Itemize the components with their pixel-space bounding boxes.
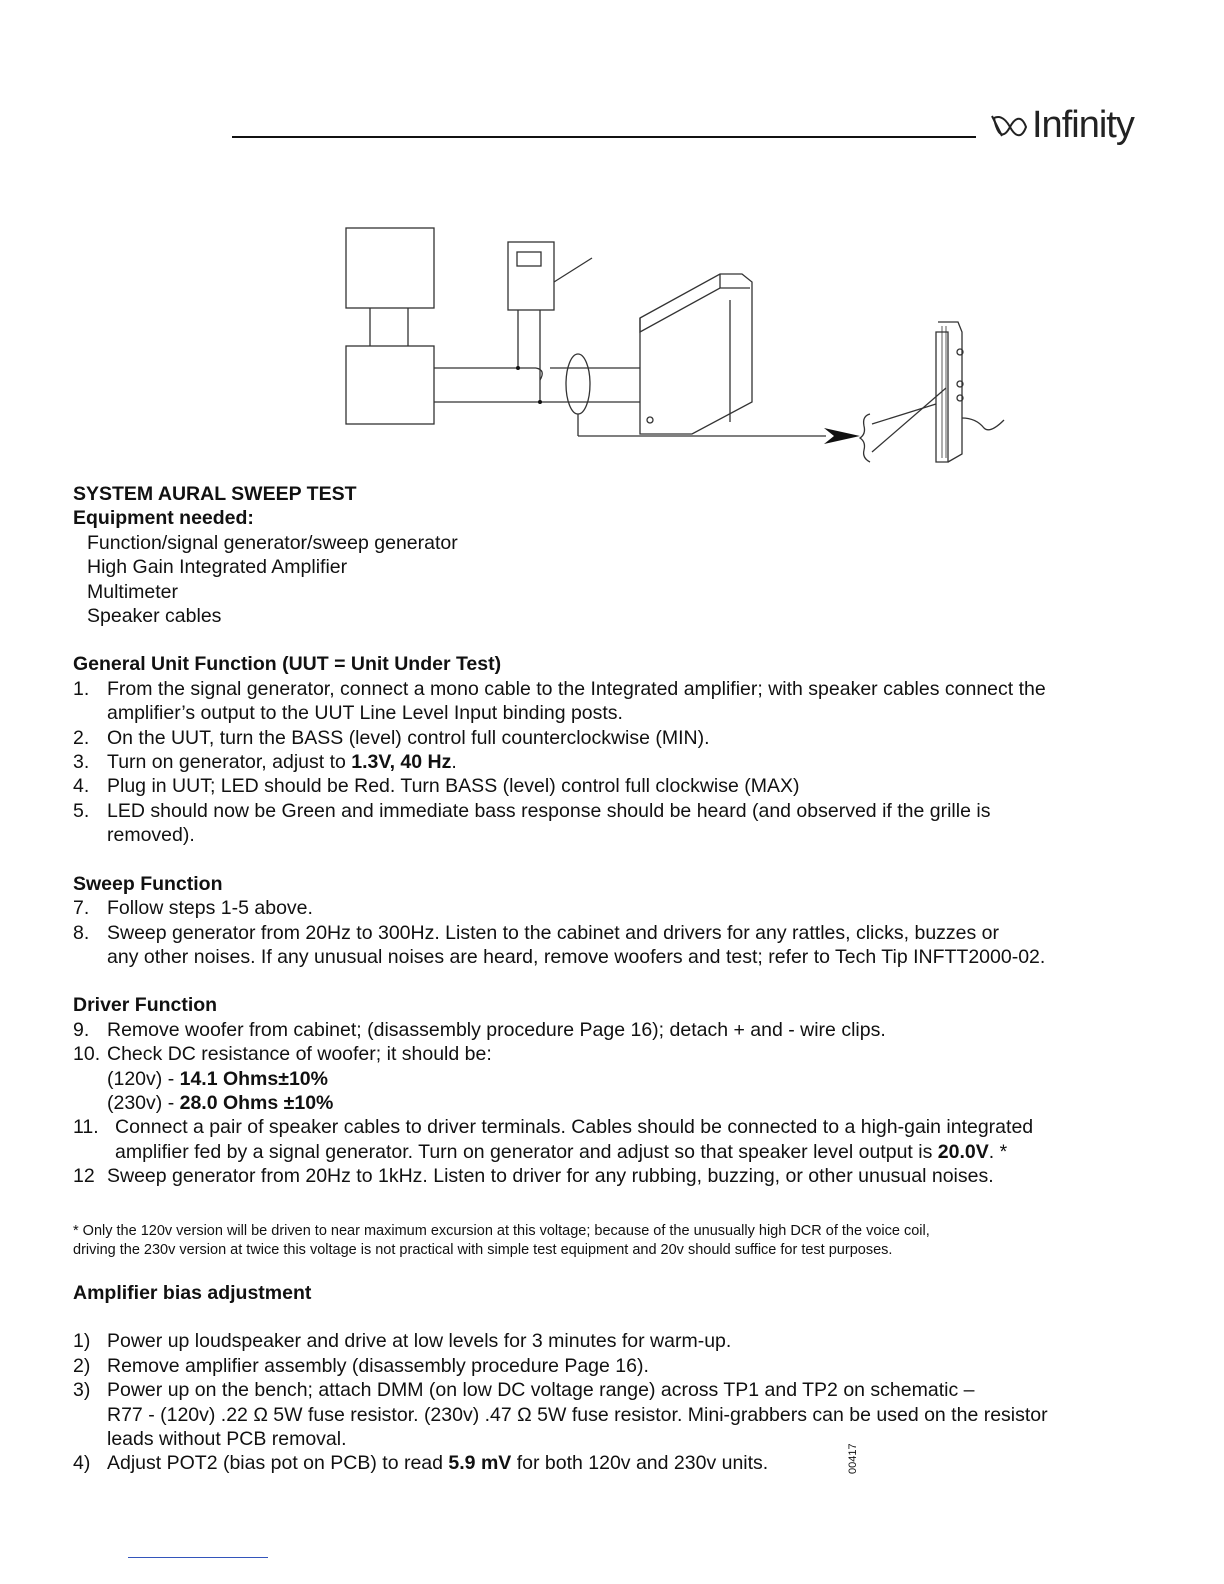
equipment-item: Multimeter — [87, 580, 179, 603]
test-setup-diagram — [340, 222, 1020, 472]
general-heading: General Unit Function (UUT = Unit Under Test) — [73, 653, 502, 676]
header-rule — [232, 136, 976, 138]
bias-heading: Amplifier bias adjustment — [73, 1282, 312, 1304]
list-item: 2) Remove amplifier assembly (disassembly procedure Page 16). — [73, 1354, 649, 1377]
equipment-item: Function/signal generator/sweep generator — [87, 531, 458, 554]
arrow-icon — [824, 428, 860, 444]
list-item: 3) Power up on the bench; attach DMM (on low DC voltage range) across TP1 and TP2 on schematic – — [73, 1379, 975, 1402]
list-item: 11. Connect a pair of speaker cables to driver terminals. Cables should be connected to a high-gain integrated — [73, 1116, 1034, 1139]
footnote — [73, 1222, 1153, 1260]
equipment-item: High Gain Integrated Amplifier — [87, 556, 348, 579]
generator-box — [346, 228, 434, 308]
list-item: 1. From the signal generator, connect a mono cable to the Integrated amplifier; with speaker cables connect the — [73, 677, 1046, 700]
list-item-cont: amplifier’s output to the UUT Line Level Input binding posts. — [107, 702, 623, 725]
brand-name: Infinity — [1032, 104, 1134, 146]
list-item: 3. Turn on generator, adjust to 1.3V, 40 Hz. — [73, 751, 457, 774]
infinity-logo-icon — [990, 112, 1030, 142]
brand-logo — [990, 104, 1134, 147]
list-item: 2. On the UUT, turn the BASS (level) control full counterclockwise (MIN). — [73, 726, 710, 749]
list-item: 9. Remove woofer from cabinet; (disassembly procedure Page 16); detach + and - wire clips. — [73, 1018, 886, 1041]
list-item-cont: removed). — [107, 824, 195, 847]
footnote-line: driving the 230v version at twice this voltage is not practical with simple test equipment and 20v should suffice for test purposes. — [73, 1242, 893, 1258]
list-item-cont: amplifier fed by a signal generator. Turn on generator and adjust so that speaker level output is 20.0V. * — [115, 1140, 1008, 1163]
list-item: 4) Adjust POT2 (bias pot on PCB) to read 5.9 mV for both 120v and 230v units. — [73, 1452, 769, 1475]
list-item: 8. Sweep generator from 20Hz to 300Hz. Listen to the cabinet and drivers for any rattles, clicks, buzzes or — [73, 921, 1000, 944]
resistance-120v: (120v) - 14.1 Ohms±10% — [107, 1067, 328, 1090]
list-item: 10. Check DC resistance of woofer; it should be: — [73, 1043, 492, 1066]
list-item: 7. Follow steps 1-5 above. — [73, 897, 313, 920]
equipment-item: Speaker cables — [87, 605, 222, 628]
list-item: 12 Sweep generator from 20Hz to 1kHz. Listen to driver for any rubbing, buzzing, or other unusual noises. — [73, 1165, 994, 1188]
amplifier-box — [346, 346, 434, 424]
doc-code: 00417 — [847, 1443, 859, 1474]
list-item: 4. Plug in UUT; LED should be Red. Turn BASS (level) control full clockwise (MAX) — [73, 775, 800, 798]
page-title: SYSTEM AURAL SWEEP TEST — [73, 483, 357, 505]
main-content — [73, 482, 1046, 1189]
resistance-230v: (230v) - 28.0 Ohms ±10% — [107, 1091, 334, 1114]
equipment-heading: Equipment needed: — [73, 507, 254, 530]
speaker-cabinet — [640, 274, 752, 434]
list-item: 5. LED should now be Green and immediate bass response should be heard (and observed if the grille is — [73, 799, 991, 822]
list-item: 1) Power up loudspeaker and drive at low levels for 3 minutes for warm-up. — [73, 1330, 732, 1353]
list-item-cont: R77 - (120v) .22 Ω 5W fuse resistor. (230v) .47 Ω 5W fuse resistor. Mini-grabbers can be used on the resistor — [107, 1403, 1048, 1426]
sweep-heading: Sweep Function — [73, 872, 223, 895]
driver-heading: Driver Function — [73, 994, 218, 1017]
footer-rule — [128, 1557, 268, 1558]
list-item-cont: leads without PCB removal. — [107, 1428, 347, 1451]
footnote-line: * Only the 120v version will be driven to near maximum excursion at this voltage; because of the unusually high DCR of the voice coil, — [73, 1223, 930, 1239]
bias-section — [73, 1281, 1048, 1476]
list-item-cont: any other noises. If any unusual noises are heard, remove woofers and test; refer to Tech Tip INFTT2000-02. — [107, 945, 1046, 968]
